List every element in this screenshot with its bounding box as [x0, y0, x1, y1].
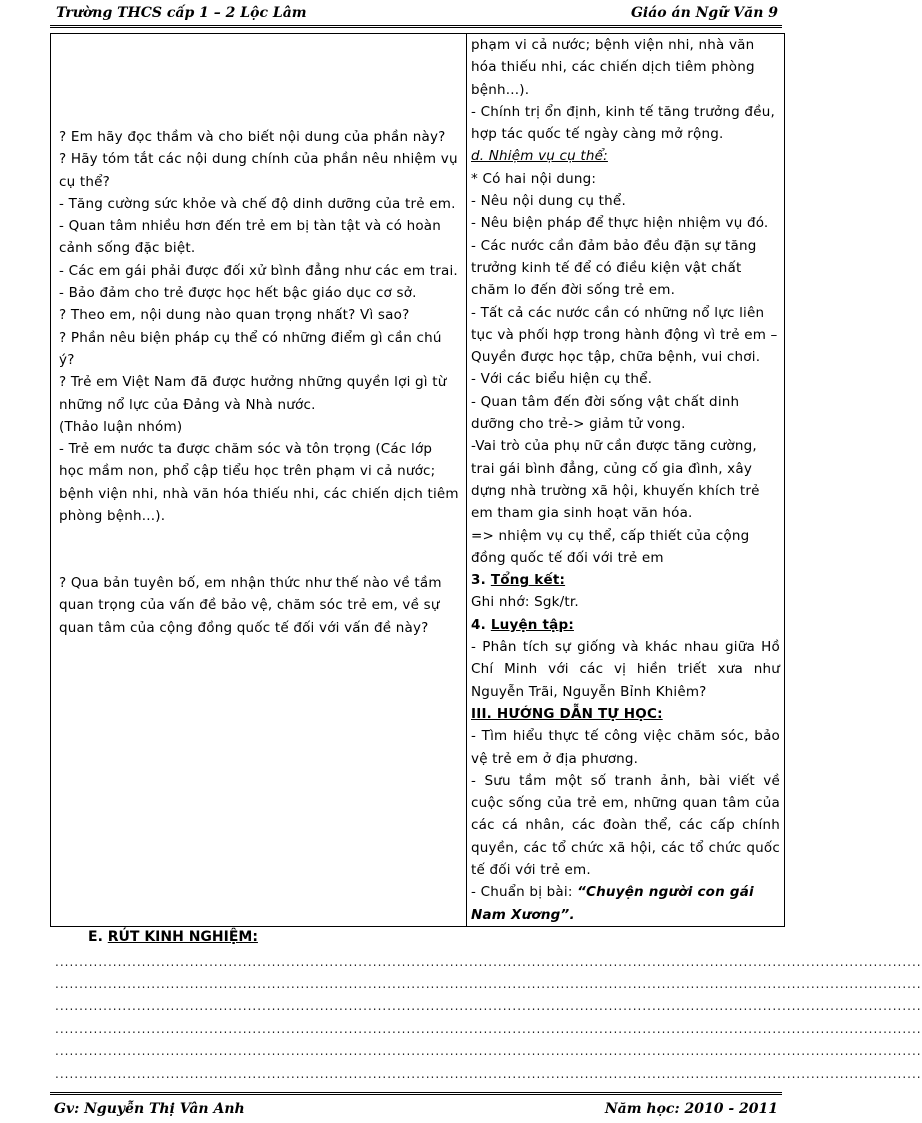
subsection-heading: d. Nhiệm vụ cụ thể:: [471, 148, 608, 165]
content-line: * Có hai nội dung:: [471, 170, 597, 187]
question: ? Phần nêu biện pháp cụ thể có những điểm gì cần chú ý?: [59, 329, 442, 368]
school-name: Trường THCS cấp 1 – 2 Lộc Lâm: [56, 5, 307, 21]
section-heading-3: 3. Tổng kết:: [471, 572, 566, 589]
question: ? Theo em, nội dung nào quan trọng nhất? Vì sao?: [59, 307, 410, 324]
question: ? Qua bản tuyên bố, em nhận thức như thế nào về tầm quan trọng của vấn đề bảo vệ, chăm sóc trẻ em, về sự quan tâm của cộng đồng quốc tế đối với vấn đề này?: [59, 574, 442, 636]
question: ? Trẻ em Việt Nam đã được hưởng những quyền lợi gì từ những nổ lực của Đảng và Nhà nước.: [59, 374, 447, 413]
teacher-name: Gv: Nguyễn Thị Vân Anh: [54, 1101, 245, 1117]
page-header: [50, 4, 782, 26]
group-note: (Thảo luận nhóm): [59, 418, 183, 435]
content-line: - Quan tâm đến đời sống vật chất dinh dưỡng cho trẻ-> giảm tử vong.: [471, 393, 740, 433]
dotted-line: ....................................................................................................................................................................................: [55, 955, 922, 969]
content-line: Ghi nhớ: Sgk/tr.: [471, 594, 579, 611]
header-rule: [50, 25, 782, 28]
content-column: [467, 34, 785, 927]
prepare-line: - Chuẩn bị bài: “Chuyện người con gái Nam Xương”.: [471, 884, 754, 923]
dotted-line: ....................................................................................................................................................................................: [55, 1022, 922, 1036]
content-line: - Phân tích sự giống và khác nhau giữa Hồ Chí Minh với các vị hiền triết xưa như Nguyễn Trãi, Nguyễn Bỉnh Khiêm?: [471, 639, 780, 700]
content-line: - Tìm hiểu thực tế công việc chăm sóc, bảo vệ trẻ em ở địa phương.: [471, 728, 780, 767]
dotted-line: ....................................................................................................................................................................................: [55, 999, 922, 1013]
section-heading-self-study: III. HƯỚNG DẪN TỰ HỌC:: [471, 705, 663, 722]
content-line: phạm vi cả nước; bệnh viện nhi, nhà văn hóa thiếu nhi, các chiến dịch tiêm phòng bệnh...).: [471, 37, 755, 98]
content-line: - Với các biểu hiện cụ thể.: [471, 371, 653, 388]
content-line: - Sưu tầm một số tranh ảnh, bài viết về cuộc sống của trẻ em, những quan tâm của các cá nhân, các đoàn thể, các cấp chính quyền, các tổ chức xã hội, các tổ chức quốc tế đối với trẻ em.: [471, 772, 780, 878]
dotted-line: ....................................................................................................................................................................................: [55, 977, 922, 991]
section-heading-4: 4. Luyện tập:: [471, 616, 574, 633]
lesson-table: [50, 33, 785, 927]
content-line: - Tất cả các nước cần có những nổ lực liên tục và phối hợp trong hành động vì trẻ em – Quyền được học tập, chữa bệnh, vui chơi.: [471, 304, 778, 366]
dotted-line: ....................................................................................................................................................................................: [55, 1044, 922, 1058]
experience-heading: E. RÚT KINH NGHIỆM:: [88, 929, 258, 945]
answer-line: - Tăng cường sức khỏe và chế độ dinh dưỡng của trẻ em.: [59, 195, 456, 212]
dotted-line: ....................................................................................................................................................................................: [55, 1067, 922, 1081]
answer-line: - Trẻ em nước ta được chăm sóc và tôn trọng (Các lớp học mầm non, phổ cập tiểu học trên phạm vi cả nước; bệnh viện nhi, nhà văn hóa thiếu nhi, các chiến dịch tiêm phòng bệnh...).: [59, 441, 459, 525]
school-year: Năm học: 2010 - 2011: [604, 1101, 778, 1117]
answer-line: - Các em gái phải được đối xử bình đẳng như các em trai.: [59, 262, 458, 279]
answer-line: - Quan tâm nhiều hơn đến trẻ em bị tàn tật và có hoàn cảnh sống đặc biệt.: [59, 218, 442, 257]
question: ? Hãy tóm tắt các nội dung chính của phần nêu nhiệm vụ cụ thể?: [59, 151, 458, 190]
page-footer: [50, 1101, 782, 1121]
footer-rule: [50, 1092, 782, 1095]
next-lesson-title: “Chuyện người con gái Nam Xương”.: [471, 884, 754, 923]
content-line: -Vai trò của phụ nữ cần được tăng cường, trai gái bình đẳng, củng cố gia đình, xây dựng nhà trường xã hội, khuyến khích trẻ em tham gia sinh hoạt văn hóa.: [471, 438, 760, 522]
content-line: - Nêu biện pháp để thực hiện nhiệm vụ đó.: [471, 215, 769, 232]
subject-name: Giáo án Ngữ Văn 9: [630, 5, 778, 21]
content-line: - Các nước cần đảm bảo đều đặn sự tăng trưởng kinh tế để có điều kiện vật chất chăm lo đến đời sống trẻ em.: [471, 237, 757, 299]
answer-line: - Bảo đảm cho trẻ được học hết bậc giáo dục cơ sở.: [59, 285, 417, 302]
teacher-activity-column: [51, 34, 467, 927]
question: ? Em hãy đọc thầm và cho biết nội dung của phần này?: [59, 129, 446, 145]
content-line: - Nêu nội dung cụ thể.: [471, 193, 626, 210]
content-line: - Chính trị ổn định, kinh tế tăng trưởng đều, hợp tác quốc tế ngày càng mở rộng.: [471, 103, 775, 143]
content-line: => nhiệm vụ cụ thể, cấp thiết của cộng đồng quốc tế đối với trẻ em: [471, 527, 750, 566]
